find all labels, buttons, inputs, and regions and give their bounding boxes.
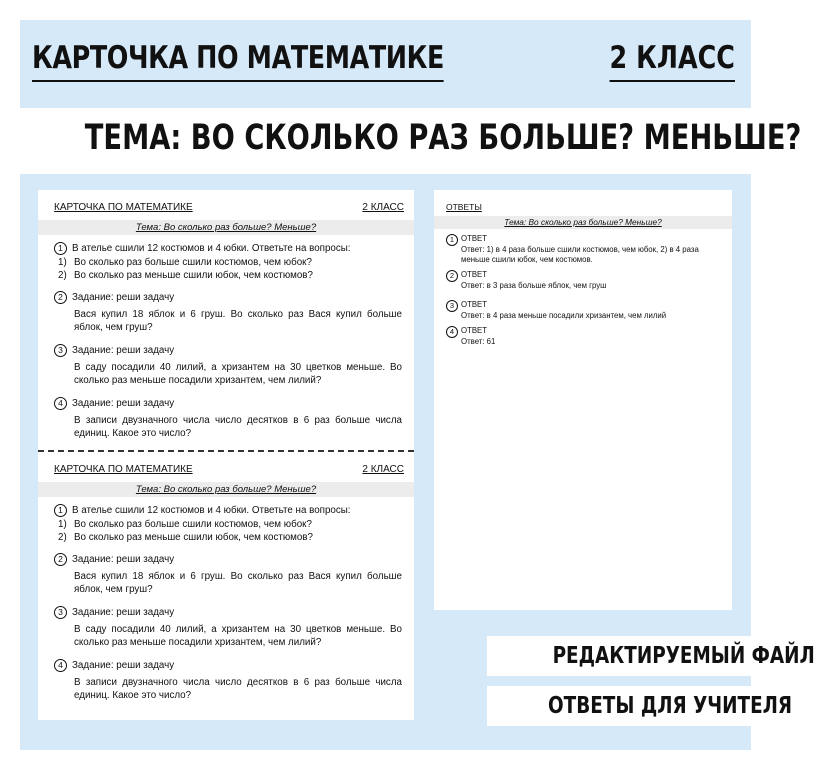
task-2 xyxy=(54,553,402,603)
task-text: Вася купил 18 яблок и 6 груш. Во сколько раз Вася купил больше яблок, чем груш? xyxy=(74,309,402,333)
grade-label: 2 КЛАСС xyxy=(610,40,735,82)
answer-label: ОТВЕТ xyxy=(461,326,487,335)
answer-text: Ответ: 61 xyxy=(461,337,496,346)
math-card xyxy=(38,452,414,712)
answer-number: 2 xyxy=(446,270,458,282)
page-title: КАРТОЧКА ПО МАТЕМАТИКЕ xyxy=(32,40,444,82)
task-number: 3 xyxy=(54,344,67,357)
card-grade: 2 КЛАСС xyxy=(362,464,404,475)
card-topic: Тема: Во сколько раз больше? Меньше? xyxy=(135,484,317,495)
task-title: В ателье сшили 12 костюмов и 4 юбки. Ответьте на вопросы: xyxy=(72,243,351,254)
teacher-answers-badge: ОТВЕТЫ ДЛЯ УЧИТЕЛЯ xyxy=(487,686,751,726)
task-title: Задание: реши задачу xyxy=(72,554,175,565)
task-title: Задание: реши задачу xyxy=(72,607,175,618)
task-1 xyxy=(54,242,402,288)
answer-text: Ответ: 1) в 4 раза больше сшили костюмов, чем юбок, 2) в 4 раза меньше сшили юбок, чем костюмов. xyxy=(461,245,699,264)
card-subject: КАРТОЧКА ПО МАТЕМАТИКЕ xyxy=(54,202,193,213)
task-number: 2 xyxy=(54,291,67,304)
task-number: 2 xyxy=(54,553,67,566)
answer-label: ОТВЕТ xyxy=(461,270,487,279)
answers-header: ОТВЕТЫ xyxy=(446,202,482,212)
task-2 xyxy=(54,291,402,341)
card-topic: Тема: Во сколько раз больше? Меньше? xyxy=(135,222,317,233)
task-3 xyxy=(54,606,402,656)
task-title: Задание: реши задачу xyxy=(72,660,175,671)
topic-heading: ТЕМА: ВО СКОЛЬКО РАЗ БОЛЬШЕ? МЕНЬШЕ? xyxy=(84,118,802,158)
card-header xyxy=(54,202,404,216)
answer-number: 1 xyxy=(446,234,458,246)
answer-label: ОТВЕТ xyxy=(461,234,487,243)
math-card xyxy=(38,190,414,450)
question-2: 2) Во сколько раз меньше сшили юбок, чем костюмов? xyxy=(58,270,313,281)
task-questions xyxy=(58,256,402,282)
card-subject: КАРТОЧКА ПО МАТЕМАТИКЕ xyxy=(54,464,193,475)
task-text: В саду посадили 40 лилий, а хризантем на 30 цветков меньше. Во сколько раз меньше посадили хризантем, чем лилий? xyxy=(74,624,402,648)
question-1: 1) Во сколько раз больше сшили костюмов, чем юбок? xyxy=(58,519,312,530)
answers-topic-bar xyxy=(434,216,732,229)
card-topic-bar xyxy=(38,220,414,235)
task-questions xyxy=(58,518,402,544)
task-3 xyxy=(54,344,402,394)
task-title: Задание: реши задачу xyxy=(72,292,175,303)
task-title: Задание: реши задачу xyxy=(72,345,175,356)
answer-text: Ответ: в 3 раза больше яблок, чем груш xyxy=(461,281,607,290)
task-1 xyxy=(54,504,402,550)
task-number: 3 xyxy=(54,606,67,619)
answer-number: 4 xyxy=(446,326,458,338)
task-number: 4 xyxy=(54,659,67,672)
editable-file-badge: РЕДАКТИРУЕМЫЙ ФАЙЛ xyxy=(487,636,751,676)
card-grade: 2 КЛАСС xyxy=(362,202,404,213)
card-header xyxy=(54,464,404,478)
task-title: В ателье сшили 12 костюмов и 4 юбки. Ответьте на вопросы: xyxy=(72,505,351,516)
question-1: 1) Во сколько раз больше сшили костюмов, чем юбок? xyxy=(58,257,312,268)
card-topic-bar xyxy=(38,482,414,497)
task-number: 1 xyxy=(54,242,67,255)
answers-topic: Тема: Во сколько раз больше? Меньше? xyxy=(504,217,662,227)
task-4 xyxy=(54,659,402,709)
task-text: В записи двузначного числа число десятков в 6 раз больше числа единиц. Какое это число? xyxy=(74,415,402,439)
task-text: В саду посадили 40 лилий, а хризантем на 30 цветков меньше. Во сколько раз меньше посадили хризантем, чем лилий? xyxy=(74,362,402,386)
worksheet-preview xyxy=(38,190,414,720)
question-2: 2) Во сколько раз меньше сшили юбок, чем костюмов? xyxy=(58,532,313,543)
answer-label: ОТВЕТ xyxy=(461,300,487,309)
answer-text: Ответ: в 4 раза меньше посадили хризантем, чем лилий xyxy=(461,311,667,320)
answers-preview xyxy=(434,190,732,610)
answer-2 xyxy=(446,270,722,296)
answer-3 xyxy=(446,300,722,326)
task-text: В записи двузначного числа число десятков в 6 раз больше числа единиц. Какое это число? xyxy=(74,677,402,701)
task-title: Задание: реши задачу xyxy=(72,398,175,409)
task-4 xyxy=(54,397,402,447)
task-text: Вася купил 18 яблок и 6 груш. Во сколько раз Вася купил больше яблок, чем груш? xyxy=(74,571,402,595)
answer-4 xyxy=(446,326,722,352)
answer-1 xyxy=(446,234,722,268)
task-number: 1 xyxy=(54,504,67,517)
answer-number: 3 xyxy=(446,300,458,312)
task-number: 4 xyxy=(54,397,67,410)
